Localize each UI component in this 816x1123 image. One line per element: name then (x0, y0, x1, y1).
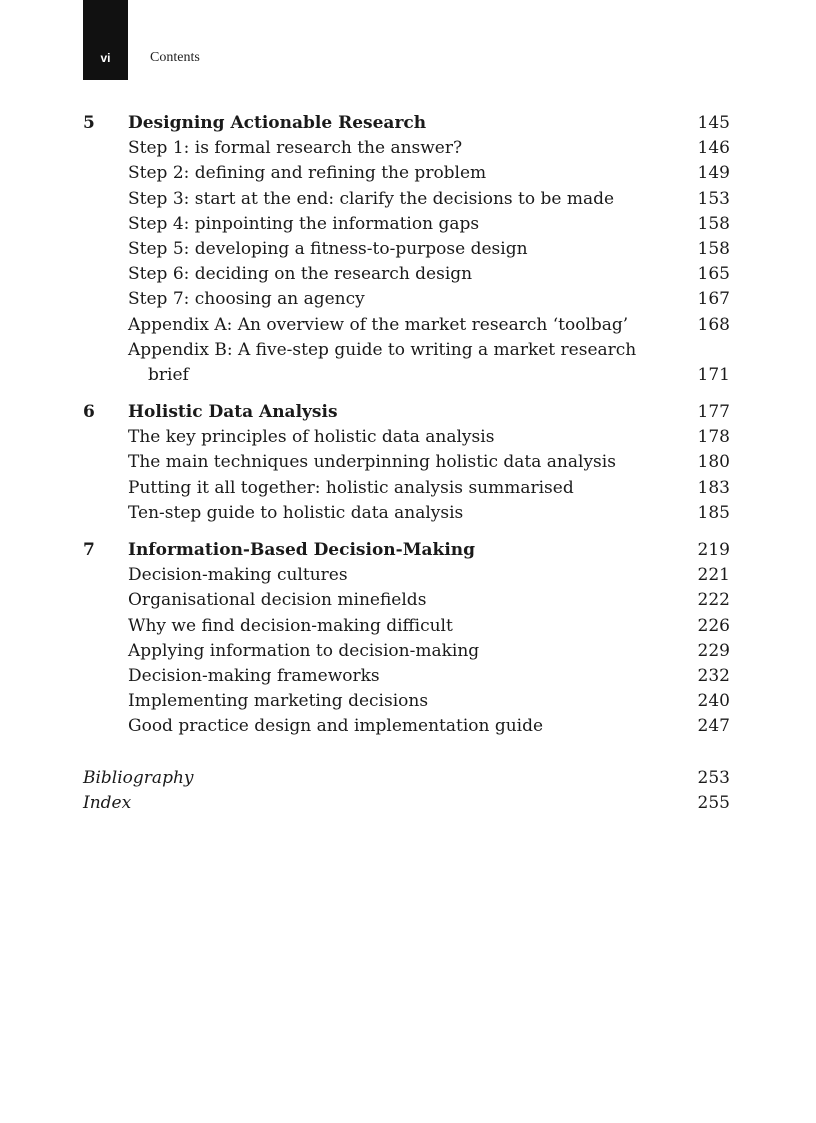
page-ref: 255 (697, 792, 730, 813)
back-matter-index[interactable] (83, 791, 730, 816)
toc-entry[interactable] (83, 161, 730, 186)
page-ref: 185 (697, 502, 730, 523)
page-ref: 153 (697, 188, 730, 209)
entry-label: The key principles of holistic data analysis (128, 427, 495, 448)
toc-entry-continuation[interactable] (83, 363, 730, 388)
toc-entry[interactable] (83, 614, 730, 639)
page-ref: 149 (697, 163, 730, 184)
toc-entry[interactable] (83, 450, 730, 475)
entry-label: Good practice design and implementation guide (128, 716, 544, 737)
chapter-number: 6 (83, 402, 95, 423)
page-ref: 222 (697, 590, 730, 611)
entry-label: Appendix B: A five-step guide to writing a market research (128, 339, 637, 360)
page-ref: 247 (697, 716, 730, 737)
page-ref: 240 (697, 691, 730, 712)
entry-label: Appendix A: An overview of the market research ‘toolbag’ (128, 314, 629, 335)
page-ref: 165 (697, 264, 730, 285)
chapter-title: Holistic Data Analysis (128, 402, 338, 423)
page-ref: 180 (697, 452, 730, 473)
entry-label: Step 2: defining and refining the problem (128, 163, 487, 184)
chapter-heading-7[interactable] (83, 538, 730, 563)
toc-entry[interactable] (83, 187, 730, 212)
page-ref: 253 (697, 767, 730, 788)
page-ref: 229 (697, 640, 730, 661)
entry-label: Applying information to decision-making (128, 640, 480, 661)
page-ref: 183 (697, 477, 730, 498)
entry-label: Organisational decision minefields (128, 590, 427, 611)
page-ref: 226 (697, 615, 730, 636)
toc-entry[interactable] (83, 714, 730, 739)
chapter-title: Designing Actionable Research (128, 113, 427, 133)
entry-label: Step 1: is formal research the answer? (128, 138, 463, 159)
toc-entry[interactable] (83, 212, 730, 237)
back-matter-bibliography[interactable] (83, 766, 730, 791)
entry-label: Decision-making cultures (128, 565, 348, 586)
page-ref: 168 (697, 314, 730, 335)
entry-label: Why we find decision-making difficult (128, 615, 453, 636)
table-of-contents (83, 111, 730, 816)
entry-label-continuation: brief (148, 364, 189, 385)
page-number-tab (83, 0, 128, 80)
toc-entry[interactable] (83, 262, 730, 287)
chapter-title: Information-Based Decision-Making (128, 540, 476, 560)
page-number: vi (100, 51, 111, 65)
page-ref: 145 (697, 113, 730, 133)
entry-label: Step 7: choosing an agency (128, 289, 365, 310)
running-title: Contents (150, 50, 200, 65)
back-matter-label: Index (83, 792, 132, 813)
toc-entry[interactable] (83, 338, 730, 363)
chapter-heading-6[interactable] (83, 400, 730, 425)
toc-entry[interactable] (83, 476, 730, 501)
page-ref: 232 (697, 665, 730, 686)
chapter-number: 7 (83, 540, 95, 560)
entry-label: Decision-making frameworks (128, 665, 380, 686)
entry-label: Implementing marketing decisions (128, 691, 429, 712)
entry-label: Step 3: start at the end: clarify the decisions to be made (128, 188, 615, 209)
page-ref: 177 (697, 402, 730, 423)
entry-label: Step 4: pinpointing the information gaps (128, 213, 480, 234)
page-ref: 158 (697, 213, 730, 234)
toc-entry[interactable] (83, 639, 730, 664)
toc-entry[interactable] (83, 563, 730, 588)
page-ref: 171 (697, 364, 730, 385)
page-ref: 158 (697, 238, 730, 259)
chapter-heading-5[interactable] (83, 111, 730, 136)
chapter-number: 5 (83, 113, 95, 133)
entry-label: The main techniques underpinning holistic data analysis (128, 452, 616, 473)
toc-entry[interactable] (83, 313, 730, 338)
page-ref: 219 (697, 540, 730, 560)
entry-label: Step 5: developing a fitness-to-purpose design (128, 238, 528, 259)
entry-label: Step 6: deciding on the research design (128, 264, 473, 285)
toc-entry[interactable] (83, 501, 730, 526)
toc-entry[interactable] (83, 136, 730, 161)
entry-label: Putting it all together: holistic analysis summarised (128, 477, 574, 498)
page-ref: 167 (697, 289, 730, 310)
entry-label: Ten-step guide to holistic data analysis (128, 502, 464, 523)
page-ref: 178 (697, 427, 730, 448)
toc-entry[interactable] (83, 237, 730, 262)
toc-entry[interactable] (83, 664, 730, 689)
toc-entry[interactable] (83, 588, 730, 613)
toc-entry[interactable] (83, 689, 730, 714)
page-ref: 146 (697, 138, 730, 159)
toc-entry[interactable] (83, 287, 730, 312)
back-matter-label: Bibliography (83, 767, 194, 788)
page-ref: 221 (697, 565, 730, 586)
toc-entry[interactable] (83, 425, 730, 450)
